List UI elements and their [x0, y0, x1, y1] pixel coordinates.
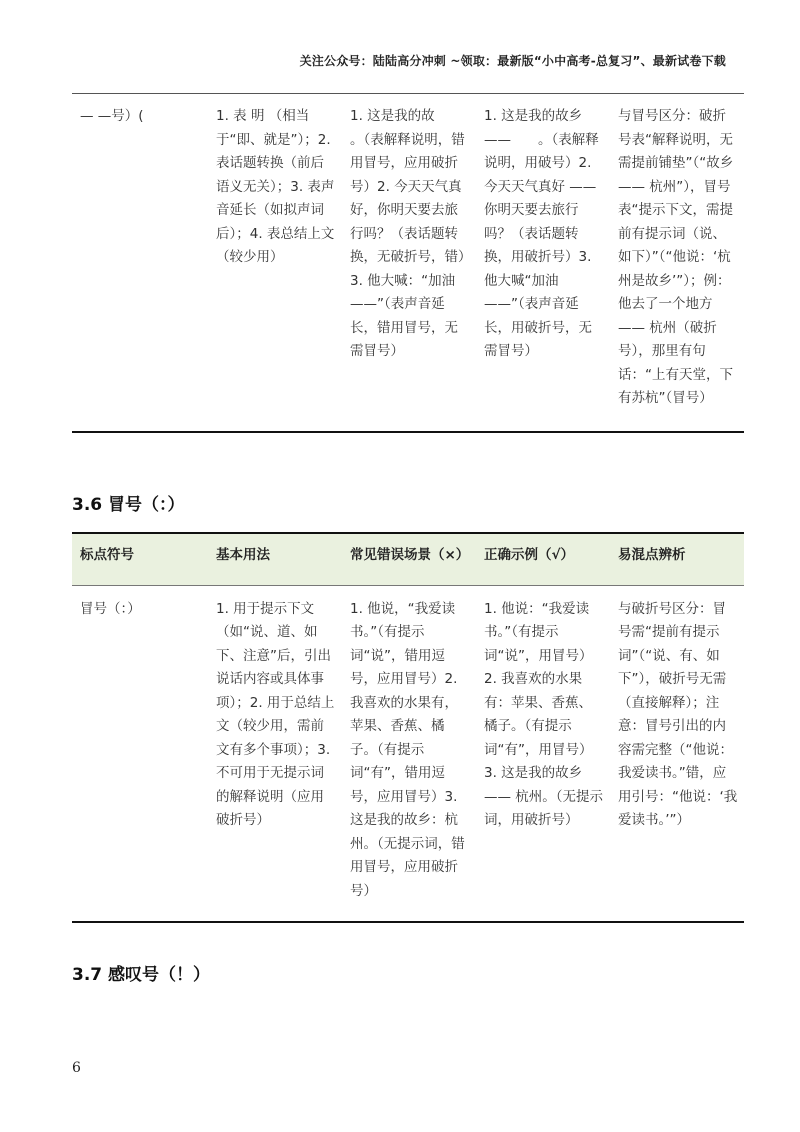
table-row [72, 585, 744, 922]
symbol-cell: 冒号（：） [80, 600, 141, 617]
confusion-cell: 与破折号区分：冒号需“提前有提示词”（“说、有、如下”），破折号无需（直接解释）；注意：冒号引出的内容需完整（“他说：我爱读书。”错，应用引号：“他说：‘我爱读书。’”） [618, 600, 738, 828]
confusion-cell: 与冒号区分：破折号表“解释说明，无需提前铺垫”（“故乡 —— 杭州”），冒号表“提示下文，需提前有提示词（说、如下）”（“他说：‘杭州是故乡’”）；例：他去了一个地方 —— 杭州（破折号），那里有句话：“上有天堂，下有苏杭”（冒号） [618, 108, 734, 406]
colon-table [72, 532, 744, 923]
header-correct: 正确示例（√） [476, 533, 610, 585]
table-row [72, 95, 744, 432]
page-header: 关注公众号：陆陆高分冲刺 ~领取：最新版“小中高考-总复习”、最新试卷下载 [299, 54, 726, 68]
header-symbol: 标点符号 [72, 533, 208, 585]
table-header-row [72, 533, 744, 585]
dash-table-continued [72, 95, 744, 433]
header-confusion: 易混点辨析 [610, 533, 744, 585]
correct-cell: 1. 他说：“我爱读书。”（有提示词“说”，用冒号）2. 我喜欢的水果有：苹果、香蕉、橘子。（有提示词“有”，用冒号）3. 这是我的故乡 —— 杭州。（无提示词，用破折号） [484, 600, 604, 828]
errors-cell: 1. 这是我的故 。（表解释说明，错用冒号，应用破折号）2. 今天天气真好，你明天要去旅行吗？（表话题转换，无破折号，错）3. 他大喊：“加油——”（表声音延长，错用冒号，无需冒号） [350, 108, 465, 359]
usage-cell: 1. 表 明 （相当于“即、就是”）；2. 表话题转换（前后语义无关）；3. 表声音延长（如拟声词后）；4. 表总结上文（较少用） [216, 108, 335, 265]
symbol-cell: — —号）( [80, 108, 144, 124]
header-divider [72, 93, 744, 94]
header-errors: 常见错误场景（×） [342, 533, 476, 585]
errors-cell: 1. 他说，“我爱读书。”（有提示词“说”，错用逗号，应用冒号）2. 我喜欢的水果有，苹果、香蕉、橘子。（有提示词“有”，错用逗号，应用冒号）3. 这是我的故乡：杭州。（无提示词，错用冒号，应用破折号） [350, 600, 465, 899]
usage-cell: 1. 用于提示下文（如“说、道、如下、注意”后，引出说话内容或具体事项）；2. 用于总结上文（较少用，需前文有多个事项）；3. 不可用于无提示词的解释说明（应用破折号） [216, 600, 335, 828]
correct-cell: 1. 这是我的故乡—— 。（表解释说明，用破号）2. 今天天气真好 —— 你明天要去旅行吗？（表话题转换，用破折号）3. 他大喊“加油——”（表声音延长，用破折号，无需冒号） [484, 108, 599, 359]
section-title: 3.6 冒号（：） [72, 495, 185, 515]
header-usage: 基本用法 [208, 533, 342, 585]
section-title: 3.7 感叹号（！） [72, 965, 211, 985]
page-number: 6 [72, 1060, 81, 1076]
